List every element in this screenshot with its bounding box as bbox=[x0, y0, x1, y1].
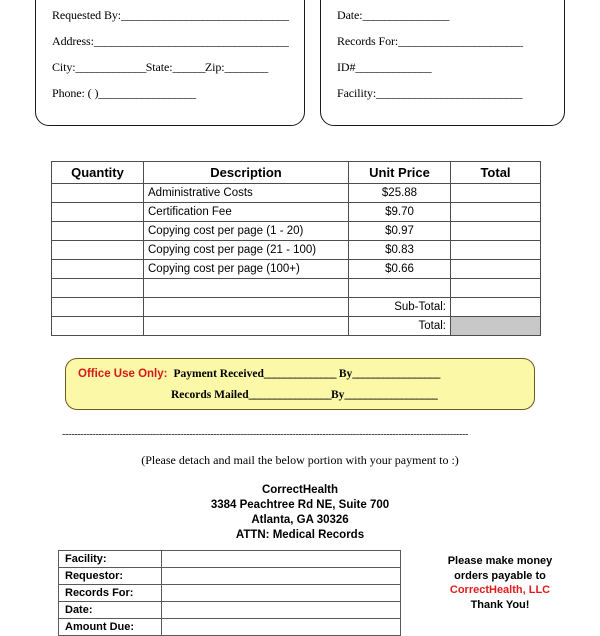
remit-attention: ATTN: Medical Records bbox=[235, 529, 365, 541]
office-use-only-label: Office Use Only: bbox=[78, 368, 168, 380]
remit-company-name: CorrectHealth bbox=[261, 484, 339, 496]
requested-by-field[interactable] bbox=[52, 9, 290, 22]
fee-schedule-table bbox=[51, 161, 540, 336]
stub-value-requestor[interactable] bbox=[162, 568, 401, 585]
quantity-input-cell[interactable] bbox=[52, 222, 144, 241]
id-number-blank: ______________ bbox=[355, 60, 431, 74]
stub-label-facility: Facility: bbox=[59, 551, 162, 568]
payment-received-blank[interactable]: ______________ bbox=[263, 368, 336, 380]
total-input-cell[interactable] bbox=[451, 222, 541, 241]
phone-blank: __________________ bbox=[98, 86, 196, 100]
records-mailed-label: Records Mailed bbox=[171, 389, 249, 401]
request-header-boxes bbox=[0, 0, 600, 142]
table-row bbox=[52, 222, 541, 241]
phone-paren-close: ) bbox=[94, 86, 99, 100]
remit-street: 3384 Peachtree Rd NE, Suite 700 bbox=[210, 499, 390, 511]
address-label: Address: bbox=[52, 34, 94, 48]
phone-label: Phone: ( bbox=[52, 86, 92, 100]
records-for-blank: _______________________ bbox=[398, 34, 523, 48]
table-row bbox=[52, 279, 541, 298]
description-cell: Copying cost per page (1 - 20) bbox=[144, 222, 349, 241]
total-input-cell[interactable] bbox=[451, 184, 541, 203]
city-state-zip-field[interactable] bbox=[52, 61, 290, 74]
quantity-input-cell[interactable] bbox=[52, 279, 144, 298]
subtotal-spacer-description bbox=[144, 298, 349, 317]
unit-price-cell: $0.97 bbox=[349, 222, 451, 241]
quantity-input-cell[interactable] bbox=[52, 241, 144, 260]
city-label: City: bbox=[52, 60, 76, 74]
payable-line-1: Please make money bbox=[447, 555, 553, 567]
unit-price-cell: $9.70 bbox=[349, 203, 451, 222]
stub-label-records-for: Records For: bbox=[59, 585, 162, 602]
requested-by-blank: _______________________________ bbox=[121, 8, 289, 22]
list-item bbox=[59, 568, 401, 585]
records-by-blank[interactable]: __________________ bbox=[344, 389, 438, 401]
table-row bbox=[52, 203, 541, 222]
stub-label-amount-due: Amount Due: bbox=[59, 619, 162, 636]
stub-value-facility[interactable] bbox=[162, 551, 401, 568]
remittance-address bbox=[0, 483, 600, 543]
payable-line-2: orders payable to bbox=[454, 569, 546, 582]
detach-divider: -------------------------------------------------------------------------------------------------------------------------------------- bbox=[62, 430, 469, 440]
description-cell: Administrative Costs bbox=[144, 184, 349, 203]
unit-price-cell[interactable] bbox=[349, 279, 451, 298]
subtotal-value-cell[interactable] bbox=[451, 298, 541, 317]
total-input-cell[interactable] bbox=[451, 260, 541, 279]
address-blank: ____________________________________ bbox=[93, 34, 289, 48]
payable-company-name: CorrectHealth, LLC bbox=[449, 584, 551, 596]
subtotal-label: Sub-Total: bbox=[349, 298, 451, 317]
phone-field[interactable] bbox=[52, 87, 290, 100]
zip-label: Zip: bbox=[204, 60, 225, 74]
date-blank: ________________ bbox=[362, 8, 449, 22]
city-blank: _____________ bbox=[75, 60, 146, 74]
unit-price-cell: $0.83 bbox=[349, 241, 451, 260]
facility-label: Facility: bbox=[337, 86, 377, 100]
records-mailed-row bbox=[78, 388, 524, 402]
fee-header-unit-price: Unit Price bbox=[349, 162, 451, 184]
unit-price-cell: $0.66 bbox=[349, 260, 451, 279]
stub-value-records-for[interactable] bbox=[162, 585, 401, 602]
list-item bbox=[59, 602, 401, 619]
list-item bbox=[59, 551, 401, 568]
quantity-input-cell[interactable] bbox=[52, 260, 144, 279]
stub-value-date[interactable] bbox=[162, 602, 401, 619]
table-row bbox=[52, 260, 541, 279]
facility-blank: ___________________________ bbox=[376, 86, 522, 100]
payment-by-label: By bbox=[338, 368, 353, 380]
list-item bbox=[59, 585, 401, 602]
id-number-field[interactable] bbox=[337, 61, 550, 74]
description-cell: Copying cost per page (100+) bbox=[144, 260, 349, 279]
payable-instructions bbox=[405, 554, 595, 612]
list-item bbox=[59, 619, 401, 636]
subtotal-row bbox=[52, 298, 541, 317]
total-spacer-description bbox=[144, 317, 349, 336]
fee-header-total: Total bbox=[451, 162, 541, 184]
remit-city-state-zip: Atlanta, GA 30326 bbox=[251, 514, 349, 526]
detach-instruction: (Please detach and mail the below portion with your payment to :) bbox=[141, 453, 459, 467]
total-spacer-quantity bbox=[52, 317, 144, 336]
description-cell[interactable] bbox=[144, 279, 349, 298]
records-by-label: By bbox=[331, 389, 345, 401]
stub-label-requestor: Requestor: bbox=[59, 568, 162, 585]
total-input-cell[interactable] bbox=[451, 279, 541, 298]
table-row bbox=[52, 184, 541, 203]
records-for-label: Records For: bbox=[337, 34, 399, 48]
total-row bbox=[52, 317, 541, 336]
payable-thank-you: Thank You! bbox=[470, 598, 530, 611]
address-field[interactable] bbox=[52, 35, 290, 48]
state-blank: ______ bbox=[172, 60, 205, 74]
requested-by-label: Requested By: bbox=[52, 8, 122, 22]
stub-label-date: Date: bbox=[59, 602, 162, 619]
description-cell: Certification Fee bbox=[144, 203, 349, 222]
date-field[interactable] bbox=[337, 9, 550, 22]
record-info-box bbox=[320, 0, 565, 126]
table-row bbox=[52, 241, 541, 260]
id-number-label: ID# bbox=[337, 60, 356, 74]
stub-value-amount-due[interactable] bbox=[162, 619, 401, 636]
facility-field[interactable] bbox=[337, 87, 550, 100]
zip-blank: ________ bbox=[224, 60, 268, 74]
requester-info-box bbox=[35, 0, 305, 126]
total-input-cell[interactable] bbox=[451, 203, 541, 222]
payment-by-blank[interactable]: _________________ bbox=[352, 368, 440, 380]
fee-header-quantity: Quantity bbox=[52, 162, 144, 184]
records-for-field[interactable] bbox=[337, 35, 550, 48]
date-label: Date: bbox=[337, 8, 363, 22]
total-input-cell[interactable] bbox=[451, 241, 541, 260]
subtotal-spacer-quantity bbox=[52, 298, 144, 317]
fee-header-description: Description bbox=[144, 162, 349, 184]
payment-stub-table bbox=[58, 550, 400, 636]
office-use-only-box bbox=[65, 358, 535, 410]
state-label: State: bbox=[145, 60, 173, 74]
fee-table-header-row bbox=[52, 162, 541, 184]
total-label: Total: bbox=[349, 317, 451, 336]
quantity-input-cell[interactable] bbox=[52, 203, 144, 222]
unit-price-cell: $25.88 bbox=[349, 184, 451, 203]
payment-received-label: Payment Received bbox=[173, 368, 264, 380]
records-mailed-blank[interactable]: ________________ bbox=[248, 389, 332, 401]
total-value-cell[interactable] bbox=[451, 317, 541, 336]
quantity-input-cell[interactable] bbox=[52, 184, 144, 203]
payment-received-row bbox=[78, 367, 524, 381]
description-cell: Copying cost per page (21 - 100) bbox=[144, 241, 349, 260]
